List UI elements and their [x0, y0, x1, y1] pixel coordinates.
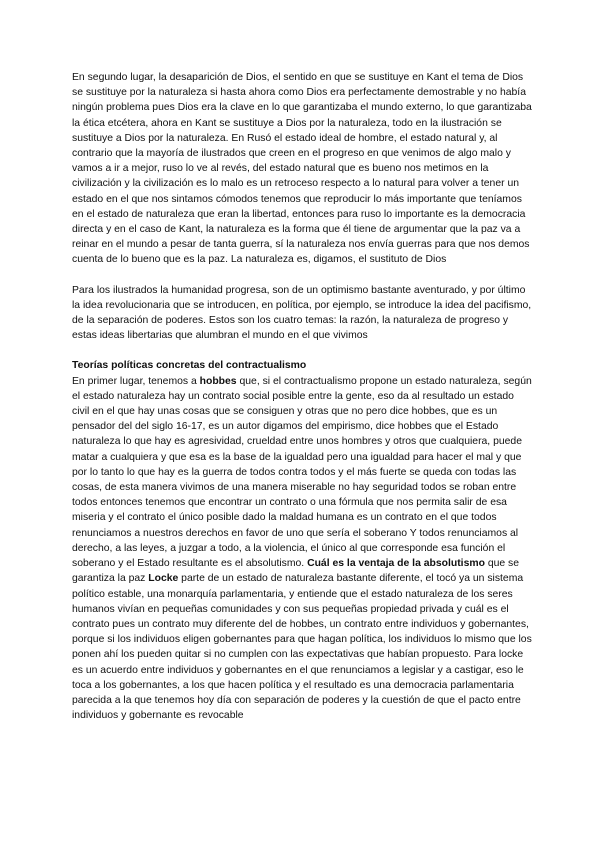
text-segment: que se garantiza la paz — [72, 558, 520, 585]
text-segment: En primer lugar, tenemos a — [72, 375, 200, 387]
paragraph-kant-rousseau: En segundo lugar, la desaparición de Dios, el sentido en que se sustituye en Kant el tema de Dios se sustituye por la naturaleza si hasta ahora como Dios era perfectamente demostrable y no había ningún problema pues Dios era la clave en lo que garantizaba el mundo externo, lo que garantizaba la ética etcétera, ahora en Kant se sustituye a Dios por la naturaleza, todo en la ilustración se sustituye a Dios por la naturaleza. En Rusó el estado ideal de hombre, el estado natural y, al contrario que la mayoría de ilustrados que creen en el progreso en que venimos de algo malo y vamos a ir a mejor, ruso lo ve al revés, del estado natural que es bueno nos metimos en la civilización y la civilización es lo malo es un retroceso respecto a lo natural para volver a tener un estado en el que nos sintamos cómodos tenemos que reproducir lo más importante que teníamos en el estado de naturaleza que eran la libertad, entonces para ruso lo importante es la democracia directa y en el caso de Kant, la naturaleza es la forma que él tiene de argumentar que la paz va a reinar en el mundo a pesar de tanta guerra, sí la naturaleza nos envía guerras para que nos demos cuenta de lo bueno que es la paz. La naturaleza es, digamos, el sustituto de Dios — [72, 72, 532, 266]
bold-term-hobbes: hobbes — [199, 375, 237, 387]
text-segment: parte de un estado de naturaleza bastante diferente, el tocó ya un sistema político estable, una monarquía parlamentaria, y entiende que el estado naturaleza de los seres humanos vivían en pequeñas comunidades y con sus pequeñas propiedad privada y cuál es el contrato pues un contrato muy diferente del de hobbes, un contrato entre individuos y gobernantes, porque si los individuos eligen gobernantes para que hagan política, los individuos lo mismo que los ponen ahí los pueden quitar si no cumplen con las expectativas que habían propuesto. Para locke es un acuerdo entre individuos y gobernantes en el que renunciamos a legislar y a castigar, eso le toca a los gobernantes, a los que hacen política y el resultado es una democracia parlamentaria parecida a la que tenemos hoy día con separación de poderes y la cuestión de que el pacto entre individuos y gobernante es revocable — [72, 573, 532, 722]
text-segment: que, si el contractualismo propone un estado naturaleza, según el estado naturaleza hay un contrato social posible entre la gente, eso da al resultado un estado civil en el que hay unas cosas que se consiguen y otras que no pero dice hobbes, que es un pensador del del siglo 16-17, es un autor digamos del empirismo, dice hobbes que el Estado naturaleza lo que hay es agresividad, crueldad entre unos hombres y otros que cualquiera, puede matar a cualquiera y que esa es la base de la igualdad pero una igualdad para hacer el mal y que por lo tanto lo que hay es la guerra de todos contra todos y el más fuerte se queda con todas las cosas, de esta manera vivimos de una manera miserable no hay seguridad todos se roban entre todos entonces tenemos que encontrar un contrato o una fórmula que nos permita salir de esa miseria y el contrato el único posible dado la maldad humana es un contrato en el que todos renunciamos a nuestros derechos en favor de uno que sería el soberano Y todos renunciamos al derecho, a las leyes, a juzgar a todo, a la violencia, el único al que corresponde esa función el soberano y el Estado resultante es el absolutismo. — [72, 375, 532, 570]
bold-question-absolutismo: Cuál es la ventaja de la absolutismo — [307, 558, 485, 570]
paragraph-hobbes-locke — [72, 374, 532, 724]
document-page — [72, 70, 532, 723]
section-heading: Teorías políticas concretas del contractualismo — [72, 360, 307, 372]
bold-term-locke: Locke — [148, 573, 179, 585]
paragraph-ilustrados: Para los ilustrados la humanidad progresa, son de un optimismo bastante aventurado, y por último la idea revolucionaria que se introducen, en política, por ejemplo, se introduce la idea del pacifismo, de la separación de poderes. Estos son los cuatro temas: la razón, la naturaleza de progreso y estas ideas libertarias que alumbran el mundo en el que vivimos — [72, 284, 532, 342]
